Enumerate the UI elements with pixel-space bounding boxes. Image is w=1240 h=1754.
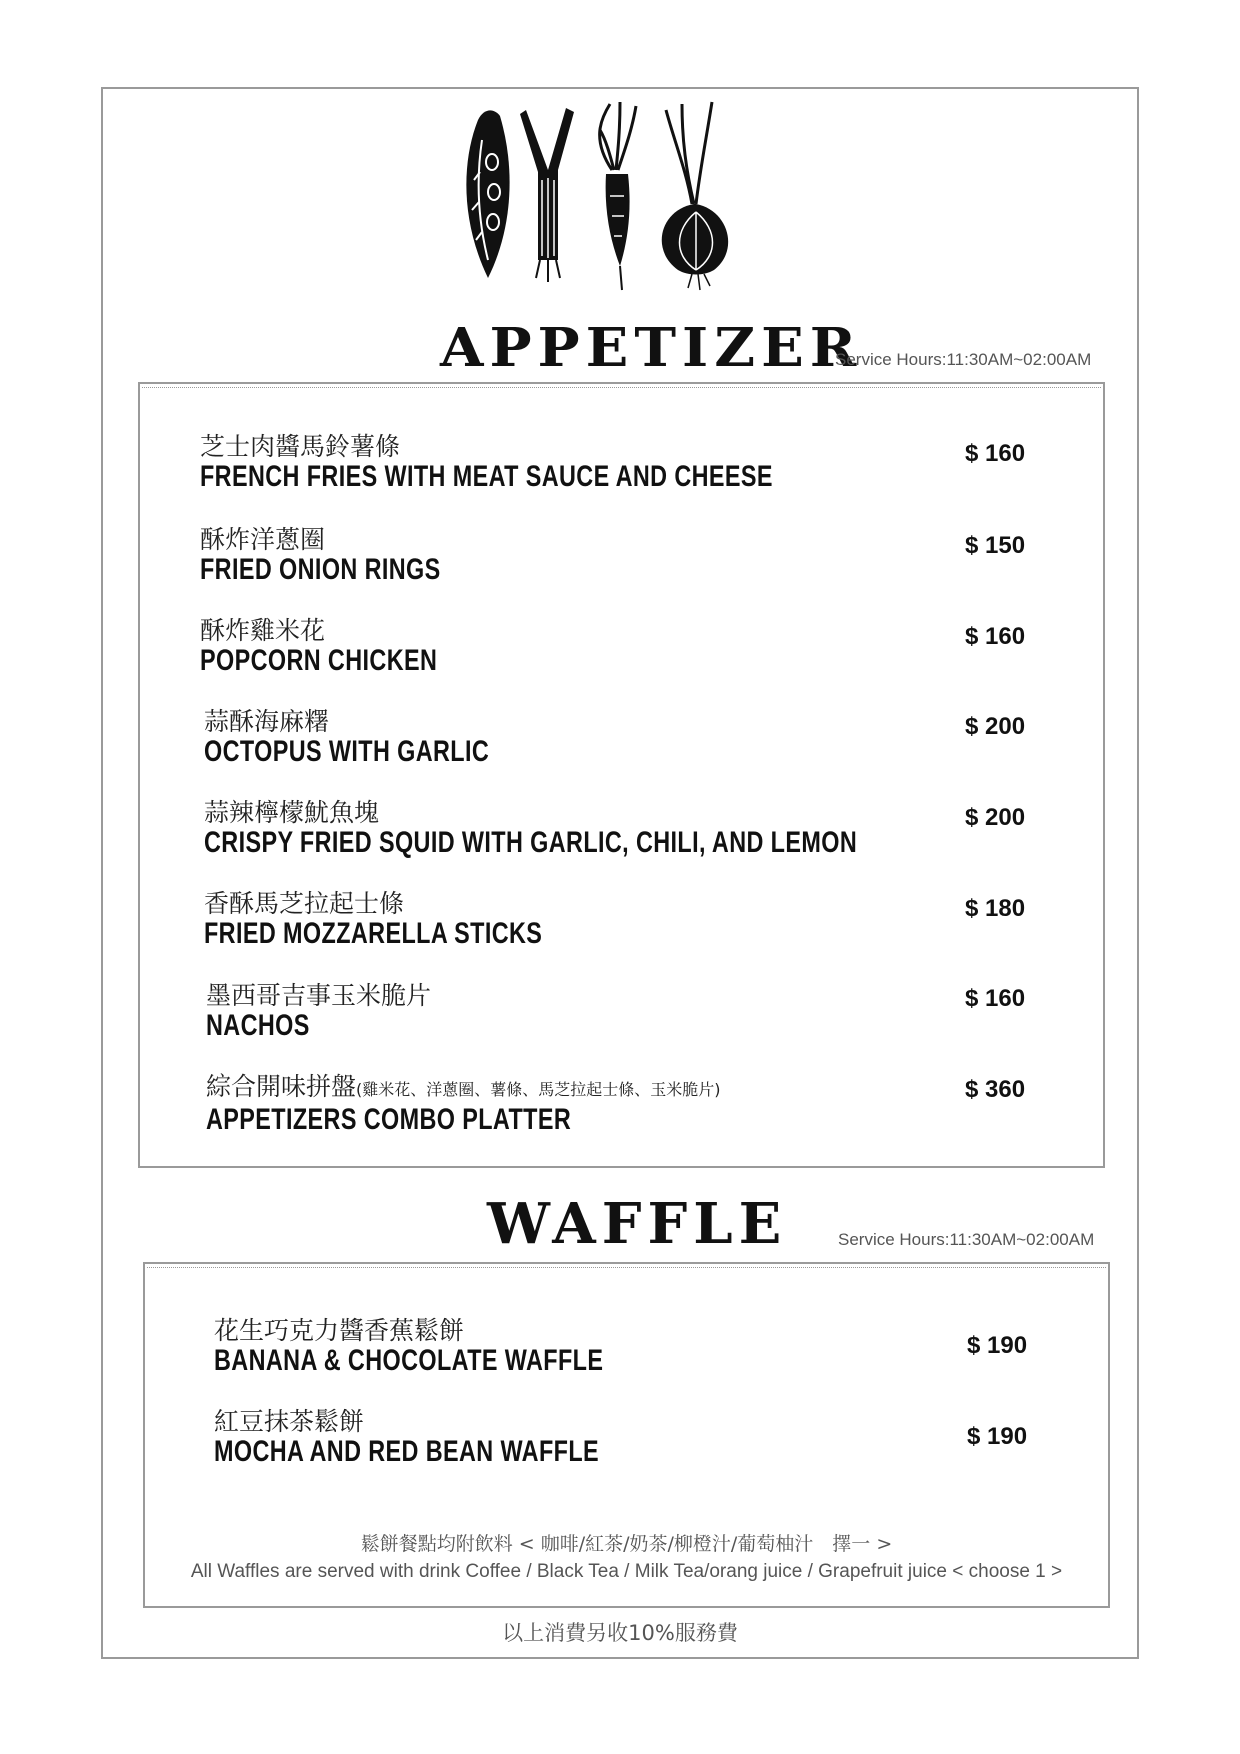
- waffle-drink-note-zh: 鬆餅餐點均附飲料 < 咖啡/紅茶/奶茶/柳橙汁/葡萄柚汁 擇一 >: [360, 1533, 893, 1555]
- item-price: $ 200: [965, 804, 1026, 831]
- item-name-zh: 墨西哥吉事玉米脆片: [206, 981, 432, 1010]
- item-name-zh: 蒜辣檸檬魷魚塊: [204, 798, 380, 827]
- item-price: $ 160: [965, 440, 1026, 467]
- item-price: $ 160: [965, 623, 1026, 650]
- item-name-en: POPCORN CHICKEN: [200, 644, 438, 677]
- item-name-en: FRIED MOZZARELLA STICKS: [204, 917, 543, 950]
- item-name-zh: 酥炸雞米花: [200, 616, 326, 645]
- waffle-title: WAFFLE: [487, 1191, 788, 1257]
- appetizer-box: [138, 382, 1105, 1168]
- carrot-icon: [600, 102, 636, 290]
- list-item: [204, 889, 638, 949]
- list-item: [206, 1072, 721, 1135]
- item-price: $ 190: [967, 1332, 1028, 1359]
- leek-icon: [520, 108, 574, 282]
- item-name-en: OCTOPUS WITH GARLIC: [204, 735, 490, 768]
- list-item: [200, 525, 509, 585]
- list-item: [206, 981, 431, 1041]
- list-item: [214, 1316, 713, 1376]
- service-charge-note: 以上消費另收10%服務費: [502, 1621, 738, 1645]
- item-name-en: BANANA & CHOCOLATE WAFFLE: [214, 1344, 604, 1377]
- item-name-zh-main: 綜合開味拼盤: [206, 1072, 357, 1101]
- item-name-zh: 芝士肉醬馬鈴薯條: [200, 432, 401, 461]
- item-name-zh: 紅豆抹茶鬆餅: [214, 1407, 365, 1436]
- item-name-en: APPETIZERS COMBO PLATTER: [206, 1103, 572, 1136]
- list-item: [214, 1407, 708, 1467]
- item-name-zh-note: (雞米花、洋蔥圈、薯條、馬芝拉起士條、玉米脆片): [356, 1080, 721, 1099]
- item-name-en: NACHOS: [206, 1009, 310, 1042]
- item-name-en: CRISPY FRIED SQUID WITH GARLIC, CHILI, AND LEMON: [204, 826, 858, 859]
- item-name-zh: 酥炸洋蔥圈: [200, 525, 326, 554]
- list-item: [204, 798, 1041, 858]
- item-price: $ 160: [965, 985, 1026, 1012]
- item-name-en: MOCHA AND RED BEAN WAFFLE: [214, 1435, 600, 1468]
- pea-pod-icon: [466, 110, 509, 278]
- item-name-zh: 香酥馬芝拉起士條: [204, 889, 405, 918]
- list-item: [200, 432, 935, 492]
- item-price: $ 360: [965, 1076, 1026, 1103]
- item-name-zh: 蒜酥海麻糬: [204, 707, 330, 736]
- list-item: [204, 707, 570, 767]
- onion-icon: [662, 102, 728, 290]
- waffle-service-hours: Service Hours:11:30AM~02:00AM: [838, 1230, 1095, 1249]
- item-price: $ 150: [965, 532, 1026, 559]
- item-name-en: FRENCH FRIES WITH MEAT SAUCE AND CHEESE: [200, 460, 773, 493]
- item-name-en: FRIED ONION RINGS: [200, 553, 441, 586]
- appetizer-title: APPETIZER: [440, 316, 863, 380]
- item-price: $ 190: [967, 1423, 1028, 1450]
- item-price: $ 180: [965, 895, 1026, 922]
- list-item: [200, 616, 504, 676]
- item-price: $ 200: [965, 713, 1026, 740]
- item-name-zh: 花生巧克力醬香蕉鬆餅: [214, 1316, 465, 1345]
- item-name-zh: [206, 1072, 721, 1105]
- appetizer-service-hours: Service Hours:11:30AM~02:00AM: [835, 350, 1092, 369]
- vegetables-illustration: [460, 100, 750, 300]
- waffle-drink-note-en: All Waffles are served with drink Coffee / Black Tea / Milk Tea/orang juice / Grapefruit juice < choose 1 >: [190, 1561, 1063, 1582]
